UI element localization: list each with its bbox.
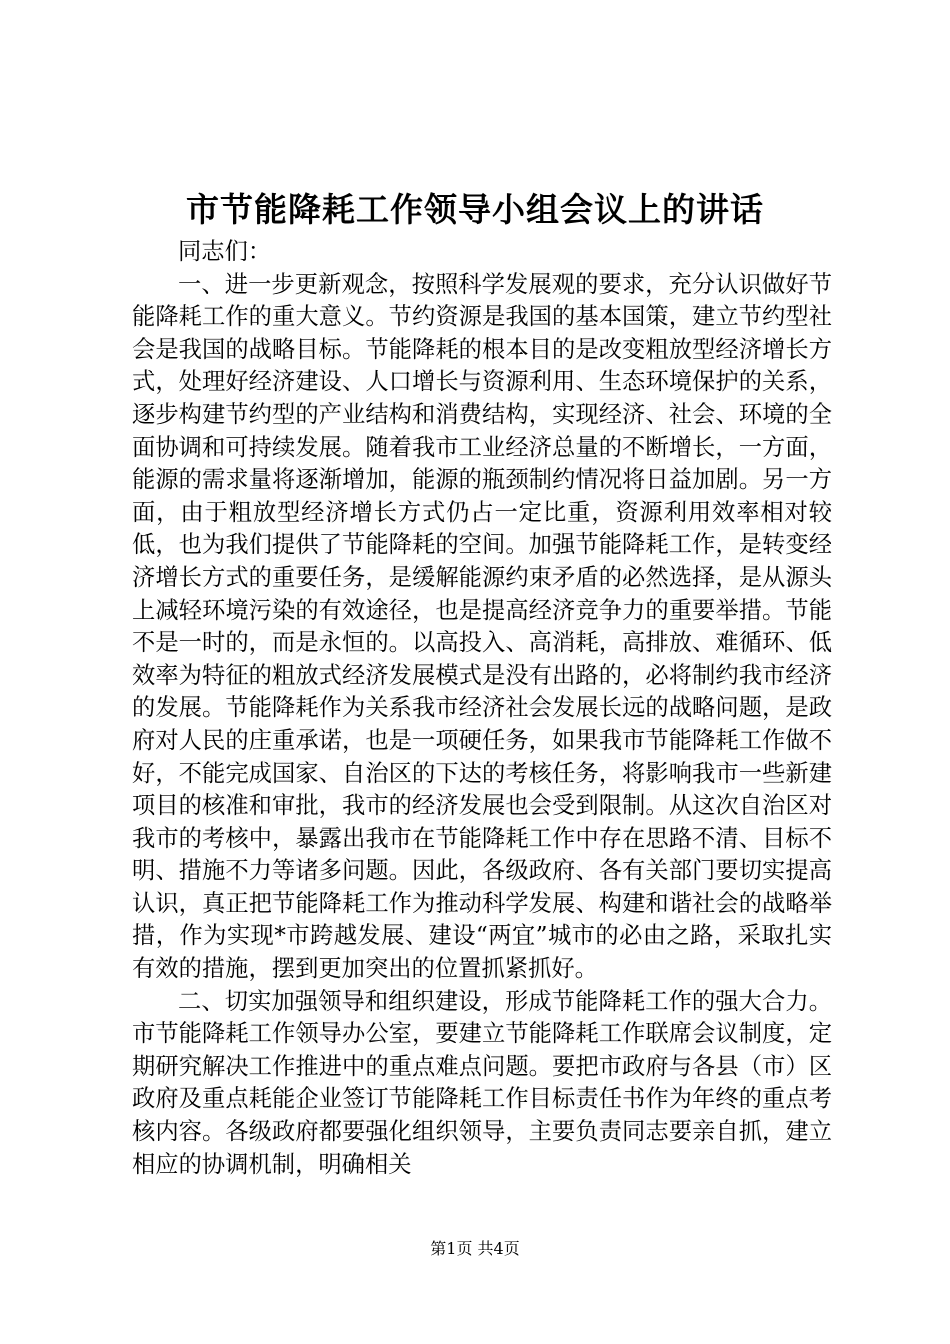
paragraph-2: 二、切实加强领导和组织建设，形成节能降耗工作的强大合力。市节能降耗工作领导办公室，要建立节能降耗工作联席会议制度，定期研究解决工作推进中的重点难点问题。要把市政府与各县（市）区政府及重点耗能企业签订节能降耗工作目标责任书作为年终的重点考核内容。各级政府都要强化组织领导，主要负责同志要亲自抓，建立相应的协调机制，明确相关 <box>132 987 832 1178</box>
greeting: 同志们： <box>178 238 272 265</box>
page-number-footer: 第1页 共4页 <box>430 1239 520 1258</box>
document-body <box>132 236 832 1181</box>
document-title: 市节能降耗工作领导小组会议上的讲话 <box>186 190 764 229</box>
paragraph-1: 一、进一步更新观念，按照科学发展观的要求，充分认识做好节能降耗工作的重大意义。节约资源是我国的基本国策，建立节约型社会是我国的战略目标。节能降耗的根本目的是改变粗放型经济增长方式，处理好经济建设、人口增长与资源利用、生态环境保护的关系，逐步构建节约型的产业结构和消费结构，实现经济、社会、环境的全面协调和可持续发展。随着我市工业经济总量的不断增长，一方面，能源的需求量将逐渐增加，能源的瓶颈制约情况将日益加剧。另一方面，由于粗放型经济增长方式仍占一定比重，资源利用效率相对较低，也为我们提供了节能降耗的空间。加强节能降耗工作，是转变经济增长方式的重要任务，是缓解能源约束矛盾的必然选择，是从源头上减轻环境污染的有效途径，也是提高经济竞争力的重要举措。节能不是一时的，而是永恒的。以高投入、高消耗，高排放、难循环、低效率为特征的粗放式经济发展模式是没有出路的，必将制约我市经济的发展。节能降耗作为关系我市经济社会发展长远的战略问题，是政府对人民的庄重承诺，也是一项硬任务，如果我市节能降耗工作做不好，不能完成国家、自治区的下达的考核任务，将影响我市一些新建项目的核准和审批，我市的经济发展也会受到限制。从这次自治区对我市的考核中，暴露出我市在节能降耗工作中存在思路不清、目标不明、措施不力等诸多问题。因此，各级政府、各有关部门要切实提高认识，真正把节能降耗工作为推动科学发展、构建和谐社会的战略举措，作为实现*市跨越发展、建设“两宜”城市的必由之路，采取扎实有效的措施，摆到更加突出的位置抓紧抓好。 <box>132 270 832 983</box>
